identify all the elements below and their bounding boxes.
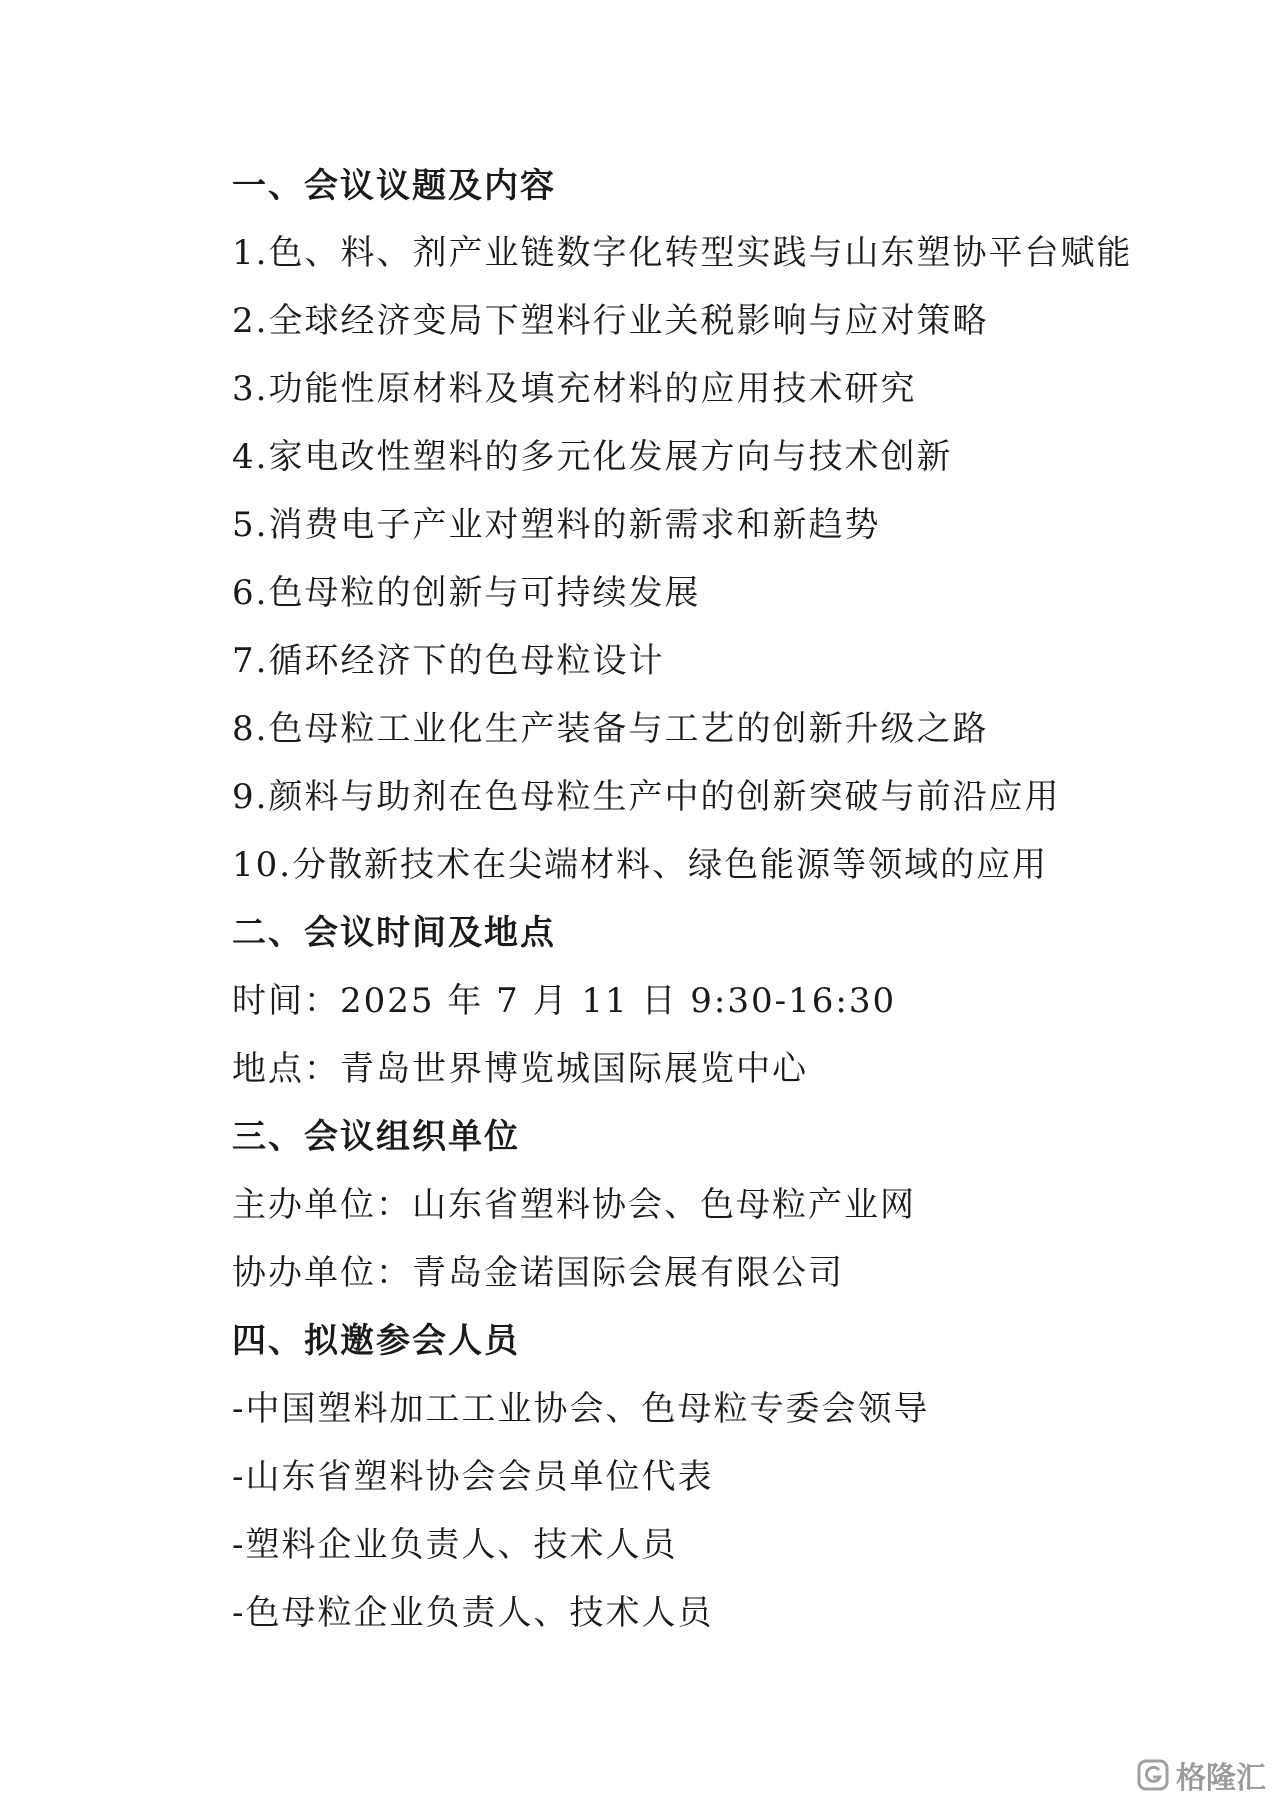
section-4-heading: 四、拟邀参会人员 <box>232 1321 520 1361</box>
section-3-heading: 三、会议组织单位 <box>232 1117 520 1157</box>
topic-item-7: 7.循环经济下的色母粒设计 <box>232 641 665 681</box>
section-1-heading: 一、会议议题及内容 <box>232 166 556 206</box>
topic-item-6: 6.色母粒的创新与可持续发展 <box>232 573 701 613</box>
section-2-heading: 二、会议时间及地点 <box>232 913 556 953</box>
attendee-item-3: -塑料企业负责人、技术人员 <box>232 1525 678 1565</box>
topic-item-10: 10.分散新技术在尖端材料、绿色能源等领域的应用 <box>232 845 1049 885</box>
topic-item-4: 4.家电改性塑料的多元化发展方向与技术创新 <box>232 437 953 477</box>
topic-item-9: 9.颜料与助剂在色母粒生产中的创新突破与前沿应用 <box>232 777 1061 817</box>
meeting-time: 时间：2025 年 7 月 11 日 9:30-16:30 <box>232 981 897 1021</box>
topic-item-8: 8.色母粒工业化生产装备与工艺的创新升级之路 <box>232 709 989 749</box>
topic-item-1: 1.色、料、剂产业链数字化转型实践与山东塑协平台赋能 <box>232 233 1133 273</box>
host-organization: 主办单位：山东省塑料协会、色母粒产业网 <box>232 1185 916 1225</box>
gelonghui-logo-icon <box>1136 1758 1170 1792</box>
topic-item-5: 5.消费电子产业对塑料的新需求和新趋势 <box>232 505 881 545</box>
topic-item-3: 3.功能性原材料及填充材料的应用技术研究 <box>232 369 917 409</box>
attendee-item-1: -中国塑料加工工业协会、色母粒专委会领导 <box>232 1389 930 1429</box>
attendee-item-2: -山东省塑料协会会员单位代表 <box>232 1457 714 1497</box>
watermark-text: 格隆汇 <box>1176 1761 1266 1796</box>
co-host-organization: 协办单位：青岛金诺国际会展有限公司 <box>232 1253 844 1293</box>
topic-item-2: 2.全球经济变局下塑料行业关税影响与应对策略 <box>232 301 989 341</box>
meeting-place: 地点：青岛世界博览城国际展览中心 <box>232 1049 808 1089</box>
watermark <box>1136 1753 1266 1797</box>
attendee-item-4: -色母粒企业负责人、技术人员 <box>232 1593 714 1633</box>
